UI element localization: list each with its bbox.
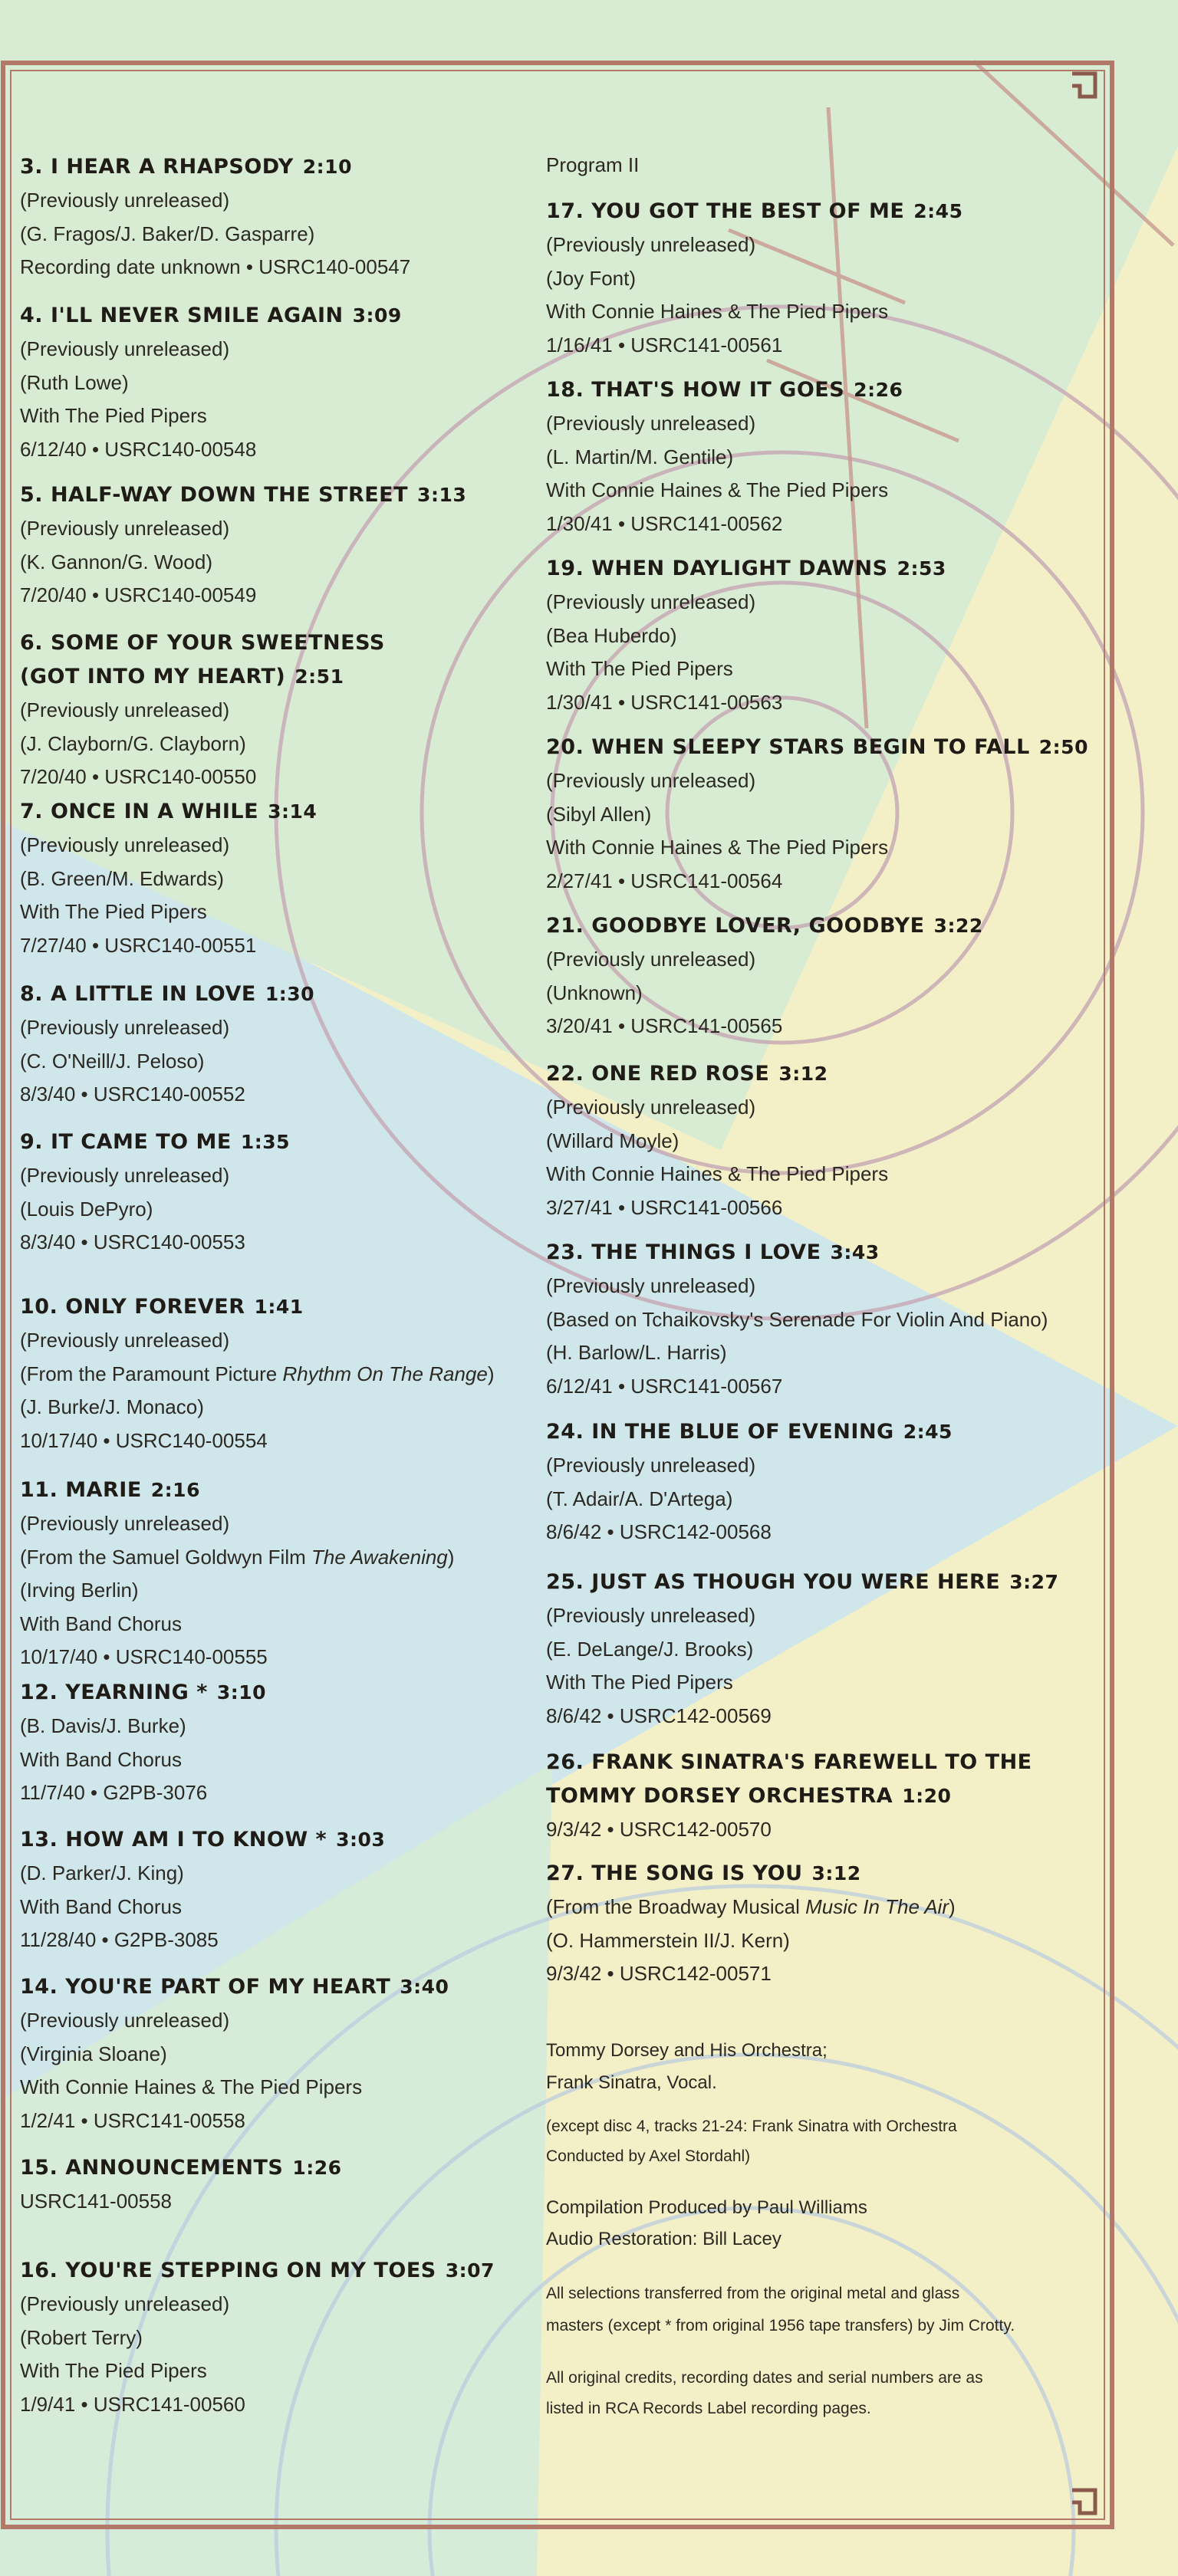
detail-text: ) (447, 1545, 455, 1569)
work-title: Music In The Air (805, 1895, 949, 1918)
track-detail-line: (Previously unreleased) (546, 769, 756, 792)
track-3 (20, 150, 526, 284)
track-title-text: 18. THAT'S HOW IT GOES (546, 378, 845, 402)
track-detail-line: With Connie Haines & The Pied Pipers (546, 478, 889, 501)
track-16 (20, 2254, 526, 2421)
track-detail-line: 6/12/40 • USRC140-00548 (20, 437, 257, 461)
track-detail-line: (B. Green/M. Edwards) (20, 866, 224, 890)
track-detail-line (20, 1541, 526, 1575)
track-detail-line: 7/27/40 • USRC140-00551 (20, 933, 257, 957)
track-detail-line: 6/12/41 • USRC141-00567 (546, 1374, 783, 1398)
track-detail-line: 1/30/41 • USRC141-00563 (546, 690, 783, 714)
track-21 (546, 909, 1144, 1043)
program-label: Program II (546, 153, 640, 176)
track-detail-line: (O. Hammerstein II/J. Kern) (546, 1928, 790, 1952)
track-8 (20, 978, 526, 1112)
track-detail-line: (Previously unreleased) (546, 1454, 756, 1477)
track-detail-line: (J. Clayborn/G. Clayborn) (20, 731, 246, 755)
track-title (546, 1415, 1144, 1449)
track-detail-line: With Band Chorus (20, 1612, 182, 1635)
track-title-text: 9. IT CAME TO ME (20, 1130, 232, 1154)
track-title-text: 27. THE SONG IS YOU (546, 1861, 803, 1885)
track-detail-line: 8/3/40 • USRC140-00553 (20, 1230, 245, 1254)
track-title (546, 731, 1144, 764)
track-5 (20, 478, 526, 613)
track-title (20, 978, 526, 1011)
track-detail-line: With Band Chorus (20, 1747, 182, 1771)
transfer-line-1: All selections transferred from the original metal and glass (546, 2285, 960, 2302)
track-detail-line: With The Pied Pipers (20, 2359, 207, 2382)
track-title (20, 1676, 526, 1710)
track-duration: 2:53 (897, 557, 946, 580)
track-duration: 2:50 (1038, 736, 1088, 758)
track-23 (546, 1236, 1144, 1403)
track-title-text: 25. JUST AS THOUGH YOU WERE HERE (546, 1570, 1001, 1594)
track-detail-line: (Previously unreleased) (20, 517, 230, 540)
track-detail-line: (Previously unreleased) (20, 833, 230, 856)
track-detail-line: (Previously unreleased) (546, 1096, 756, 1119)
track-detail-line: 3/20/41 • USRC141-00565 (546, 1014, 783, 1037)
track-title-text: 15. ANNOUNCEMENTS (20, 2156, 284, 2180)
track-detail-line: (Virginia Sloane) (20, 2042, 167, 2065)
work-title: The Awakening (311, 1545, 448, 1569)
track-detail-line: (H. Barlow/L. Harris) (546, 1341, 727, 1364)
track-detail-line: (K. Gannon/G. Wood) (20, 550, 212, 573)
track-detail-line: Recording date unknown • USRC140-00547 (20, 255, 411, 278)
track-title-text: 20. WHEN SLEEPY STARS BEGIN TO FALL (546, 735, 1030, 759)
track-detail-line: (Previously unreleased) (20, 2009, 230, 2032)
track-11 (20, 1474, 526, 1674)
track-4 (20, 299, 526, 466)
track-detail-line: (Previously unreleased) (20, 1016, 230, 1039)
track-duration: 2:45 (903, 1421, 953, 1443)
track-detail-line: With The Pied Pipers (20, 900, 207, 923)
track-title-line2 (546, 1779, 1144, 1813)
track-detail-line: (Bea Huberdo) (546, 623, 677, 647)
track-title (20, 1474, 526, 1507)
track-detail-line: (Previously unreleased) (20, 698, 230, 721)
track-detail-line: (Willard Moyle) (546, 1129, 679, 1152)
track-detail-line: With Connie Haines & The Pied Pipers (20, 2075, 363, 2098)
track-title (20, 1823, 526, 1857)
track-title (20, 2151, 526, 2185)
track-6 (20, 626, 526, 794)
artist-line-2: Frank Sinatra, Vocal. (546, 2072, 717, 2093)
track-title-text: 26. FRANK SINATRA'S FAREWELL TO THE (546, 1750, 1032, 1774)
track-title (20, 626, 526, 660)
track-title (20, 1970, 526, 2004)
track-detail-line: (E. DeLange/J. Brooks) (546, 1637, 754, 1661)
track-duration: 3:07 (445, 2259, 495, 2282)
track-duration: 2:51 (294, 665, 344, 688)
artist-line-1: Tommy Dorsey and His Orchestra; (546, 2040, 828, 2061)
track-title-text: 16. YOU'RE STEPPING ON MY TOES (20, 2259, 436, 2282)
detail-text: (From the Paramount Picture (20, 1362, 283, 1385)
track-18 (546, 373, 1144, 540)
detail-text: ) (948, 1895, 956, 1918)
track-title (546, 909, 1144, 943)
track-title-text: 8. A LITTLE IN LOVE (20, 982, 256, 1006)
track-detail-line: (T. Adair/A. D'Artega) (546, 1487, 733, 1510)
track-22 (546, 1057, 1144, 1224)
track-detail-line: 1/30/41 • USRC141-00562 (546, 511, 783, 535)
track-duration: 3:09 (352, 304, 402, 327)
track-title-text: 17. YOU GOT THE BEST OF ME (546, 199, 905, 223)
track-duration: 3:27 (1009, 1571, 1059, 1593)
track-detail-line: (Robert Terry) (20, 2325, 143, 2349)
track-detail-line: 8/6/42 • USRC142-00569 (546, 1704, 772, 1727)
track-detail-line: (J. Burke/J. Monaco) (20, 1395, 204, 1418)
work-title: Rhythm On The Range (282, 1362, 488, 1385)
track-20 (546, 731, 1144, 898)
track-15 (20, 2151, 526, 2219)
detail-text: (From the Broadway Musical (546, 1895, 806, 1918)
track-duration: 1:20 (902, 1785, 952, 1807)
track-detail-line: (Previously unreleased) (20, 1512, 230, 1535)
track-title-text: 3. I HEAR A RHAPSODY (20, 155, 294, 179)
track-detail-line: 2/27/41 • USRC141-00564 (546, 869, 783, 892)
track-detail-line: (Unknown) (546, 981, 643, 1004)
track-detail-line: 3/27/41 • USRC141-00566 (546, 1195, 783, 1219)
track-title-text: 4. I'LL NEVER SMILE AGAIN (20, 304, 344, 327)
track-detail-line: (Previously unreleased) (20, 1329, 230, 1352)
track-duration: 2:16 (150, 1479, 200, 1501)
track-title-text: 14. YOU'RE PART OF MY HEART (20, 1975, 391, 1999)
track-detail-line: 11/7/40 • G2PB-3076 (20, 1781, 208, 1804)
track-detail-line: 11/28/40 • G2PB-3085 (20, 1928, 219, 1951)
track-detail-line: (Ruth Lowe) (20, 370, 129, 394)
track-title (546, 373, 1144, 407)
track-detail-line: (Based on Tchaikovsky's Serenade For Violin And Piano) (546, 1307, 1048, 1331)
track-26 (546, 1746, 1144, 1847)
track-title-text: 11. MARIE (20, 1478, 142, 1502)
track-detail-line: With Connie Haines & The Pied Pipers (546, 836, 889, 859)
track-title-text: 5. HALF-WAY DOWN THE STREET (20, 483, 409, 507)
track-detail-line: With Connie Haines & The Pied Pipers (546, 300, 889, 323)
track-17 (546, 195, 1144, 362)
track-detail-line: 8/6/42 • USRC142-00568 (546, 1520, 772, 1543)
track-title (20, 1125, 526, 1159)
track-title-text: 10. ONLY FOREVER (20, 1295, 245, 1319)
track-detail-line: (G. Fragos/J. Baker/D. Gasparre) (20, 222, 315, 245)
track-detail-line: (Previously unreleased) (546, 1274, 756, 1297)
track-title (20, 1290, 526, 1324)
exception-line-1: (except disc 4, tracks 21-24: Frank Sinatra with Orchestra (546, 2118, 957, 2135)
track-duration: 2:10 (302, 156, 352, 178)
track-title (546, 1746, 1144, 1779)
track-detail-line: (B. Davis/J. Burke) (20, 1714, 186, 1737)
detail-text: (From the Samuel Goldwyn Film (20, 1545, 311, 1569)
track-detail-line: 1/9/41 • USRC141-00560 (20, 2392, 245, 2416)
track-detail-line: (Previously unreleased) (546, 948, 756, 971)
track-title-text: 23. THE THINGS I LOVE (546, 1240, 821, 1264)
track-duration: 3:10 (216, 1681, 267, 1704)
track-duration: 3:22 (933, 915, 983, 937)
track-duration: 3:13 (417, 484, 467, 506)
track-title-text: 6. SOME OF YOUR SWEETNESS (20, 631, 385, 655)
track-detail-line: 10/17/40 • USRC140-00555 (20, 1645, 268, 1668)
track-duration: 1:30 (265, 983, 315, 1005)
track-title-text: 22. ONE RED ROSE (546, 1062, 770, 1086)
track-detail-line: 8/3/40 • USRC140-00552 (20, 1083, 245, 1106)
track-detail-line: (Previously unreleased) (20, 189, 230, 212)
track-detail-line: (D. Parker/J. King) (20, 1861, 184, 1884)
track-title-text: 13. HOW AM I TO KNOW * (20, 1828, 327, 1852)
track-duration: 2:26 (854, 379, 903, 401)
track-title (546, 552, 1144, 586)
track-detail-line: (Joy Font) (546, 266, 637, 290)
track-19 (546, 552, 1144, 719)
track-title (20, 150, 526, 184)
track-duration: 1:35 (240, 1131, 290, 1153)
track-duration: 1:41 (254, 1296, 304, 1318)
track-duration: 3:14 (268, 800, 318, 823)
track-title-text: 19. WHEN DAYLIGHT DAWNS (546, 557, 888, 580)
track-detail-line: 10/17/40 • USRC140-00554 (20, 1428, 268, 1452)
track-detail-line: (Previously unreleased) (546, 233, 756, 256)
track-duration: 3:40 (400, 1976, 449, 1998)
track-detail-line: 7/20/40 • USRC140-00550 (20, 765, 257, 788)
track-title (546, 1236, 1144, 1270)
track-title (20, 2254, 526, 2288)
restoration-credit: Audio Restoration: Bill Lacey (546, 2229, 781, 2249)
track-title (546, 1057, 1144, 1091)
track-detail-line (546, 1891, 1144, 1924)
track-14 (20, 1970, 526, 2137)
track-10 (20, 1290, 526, 1457)
track-duration: 3:43 (830, 1241, 880, 1263)
track-title (20, 299, 526, 333)
track-7 (20, 795, 526, 962)
source-line-2: listed in RCA Records Label recording pages. (546, 2400, 871, 2417)
track-title (546, 195, 1144, 228)
track-detail-line: (Previously unreleased) (20, 2292, 230, 2315)
track-detail-line: 9/3/42 • USRC142-00571 (546, 1962, 772, 1985)
source-line-1: All original credits, recording dates and serial numbers are as (546, 2369, 983, 2387)
track-duration: 3:12 (778, 1063, 828, 1085)
track-detail-line: (Louis DePyro) (20, 1197, 153, 1221)
track-detail-line: USRC141-00558 (20, 2190, 173, 2213)
detail-text: ) (487, 1362, 495, 1385)
track-detail-line: With The Pied Pipers (546, 657, 733, 680)
track-12 (20, 1676, 526, 1810)
track-detail-line: (L. Martin/M. Gentile) (546, 445, 734, 468)
track-24 (546, 1415, 1144, 1549)
transfer-line-2: masters (except * from original 1956 tape transfers) by Jim Crotty. (546, 2317, 1015, 2334)
track-detail-line: 9/3/42 • USRC142-00570 (546, 1818, 772, 1841)
track-27 (546, 1857, 1144, 1991)
track-title (546, 1566, 1144, 1599)
track-detail-line: With The Pied Pipers (20, 404, 207, 427)
track-title (20, 478, 526, 512)
track-title (546, 1857, 1144, 1891)
track-duration: 3:03 (336, 1829, 386, 1851)
track-detail-line: 1/16/41 • USRC141-00561 (546, 333, 783, 356)
track-9 (20, 1125, 526, 1260)
track-title-text-2: TOMMY DORSEY ORCHESTRA (546, 1784, 893, 1808)
track-detail-line: With Band Chorus (20, 1894, 182, 1918)
track-detail-line: (Previously unreleased) (20, 1164, 230, 1187)
track-duration: 2:45 (913, 200, 963, 222)
track-detail-line: With The Pied Pipers (546, 1671, 733, 1694)
producer-credit: Compilation Produced by Paul Williams (546, 2197, 867, 2218)
track-title-text: 7. ONCE IN A WHILE (20, 800, 259, 823)
track-detail-line: (Previously unreleased) (20, 337, 230, 360)
track-detail-line (20, 1358, 526, 1392)
track-detail-line: (Irving Berlin) (20, 1579, 139, 1602)
track-detail-line: (Previously unreleased) (546, 590, 756, 613)
track-13 (20, 1823, 526, 1957)
track-detail-line: 7/20/40 • USRC140-00549 (20, 583, 257, 606)
track-title-line2 (20, 660, 526, 694)
track-detail-line: (Previously unreleased) (546, 1604, 756, 1627)
track-detail-line: 1/2/41 • USRC141-00558 (20, 2108, 245, 2132)
track-detail-line: With Connie Haines & The Pied Pipers (546, 1162, 889, 1185)
track-detail-line: (Sibyl Allen) (546, 802, 652, 826)
track-detail-line: (Previously unreleased) (546, 412, 756, 435)
track-title-text-2: (GOT INTO MY HEART) (20, 665, 286, 688)
track-title-text: 12. YEARNING * (20, 1681, 208, 1704)
track-25 (546, 1566, 1144, 1733)
track-detail-line: (C. O'Neill/J. Peloso) (20, 1049, 205, 1073)
track-duration: 3:12 (811, 1862, 861, 1884)
track-title-text: 21. GOODBYE LOVER, GOODBYE (546, 914, 925, 938)
exception-line-2: Conducted by Axel Stordahl) (546, 2147, 751, 2165)
track-duration: 1:26 (292, 2157, 342, 2179)
track-title-text: 24. IN THE BLUE OF EVENING (546, 1420, 894, 1444)
track-title (20, 795, 526, 829)
